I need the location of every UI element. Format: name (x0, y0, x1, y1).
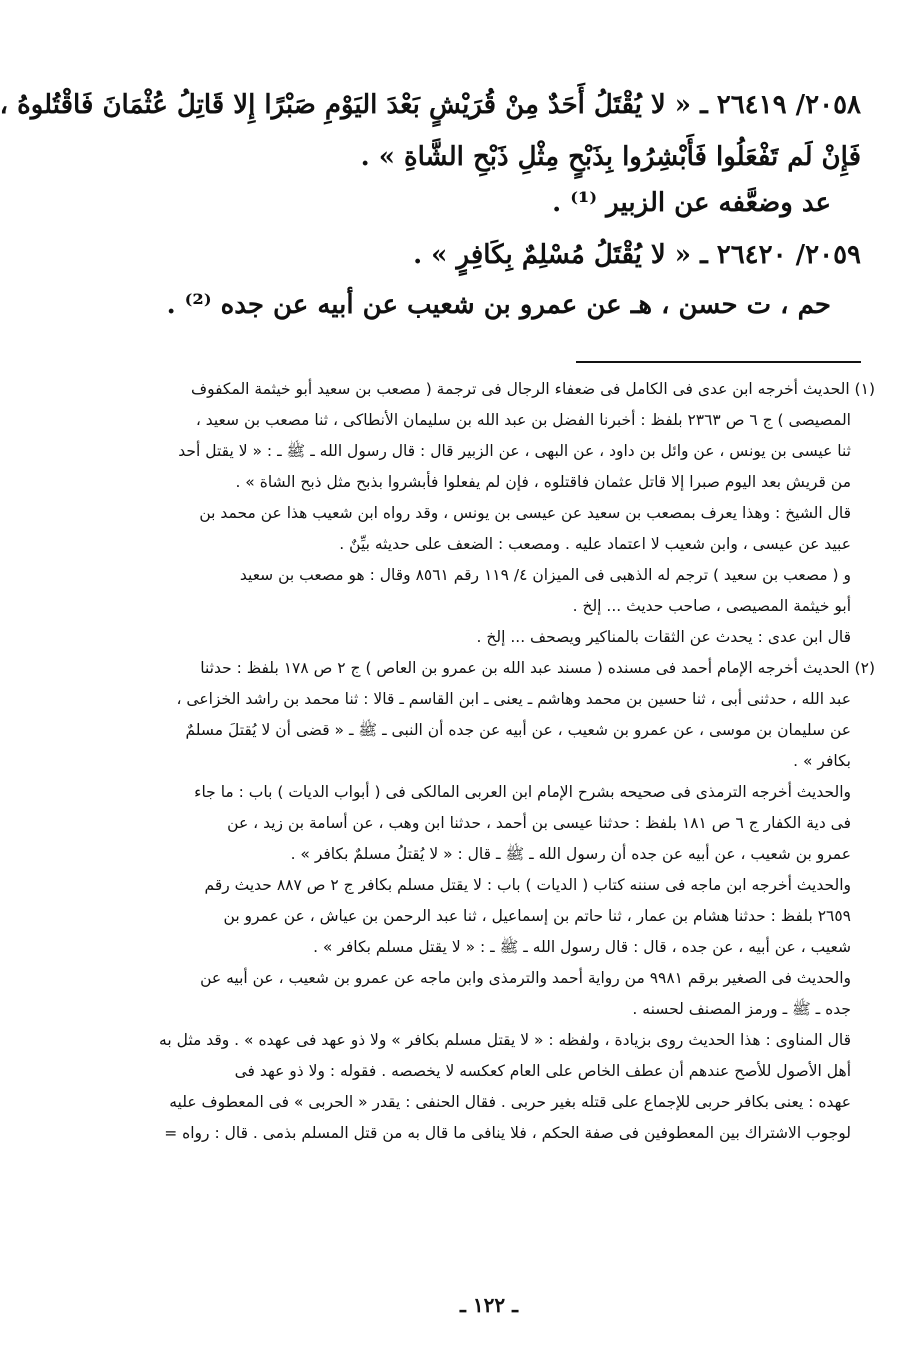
footnote-2-line: والحديث أخرجه الترمذى فى صحيحه بشرح الإمام ابن العربى المالكى فى ( أبواب الديات ) باب : ما جاء (194, 783, 851, 801)
footnote-1-line: (١) الحديث أخرجه ابن عدى فى الكامل فى ضعفاء الرجال فى ترجمة ( مصعب بن سعيد أبو خيثمة المكفوف (191, 380, 875, 398)
footnote-1-line: ثنا عيسى بن يونس ، عن وائل بن داود ، عن البهى ، عن الزبير قال : قال رسول الله ـ ﷺ ـ : « لا يقتل أحد (178, 442, 851, 460)
footnote-2-line: والحديث فى الصغير برقم ٩٩٨١ من رواية أحمد والترمذى وابن ماجه عن عمرو بن شعيب ، عن أبيه عن (200, 969, 851, 987)
footnote-2-line: فى دية الكفار ج ٦ ص ١٨١ بلفظ : حدثنا عيسى بن أحمد ، حدثنا ابن وهب ، عن أسامة بن زيد ، عن (227, 814, 851, 832)
footnote-2-line: عن سليمان بن موسى ، عن عمرو بن شعيب ، عن أبيه عن جده أن النبى ـ ﷺ ـ « قضى أن لا يُقتلَ مسلمٌ (185, 721, 851, 739)
footnote-2-line: شعيب ، عن أبيه ، عن جده ، قال : قال رسول الله ـ ﷺ ـ : « لا يقتل مسلم بكافر » . (313, 938, 851, 956)
footnote-1-line: قال الشيخ : وهذا يعرف بمصعب بن سعيد عن عيسى بن يونس ، وقد رواه ابن شعيب هذا عن محمد بن (199, 504, 851, 522)
footnote-1-line: من قريش بعد اليوم صبرا إلا قاتل عثمان فاقتلوه ، فإن لم يفعلوا فأبشروا بذبح مثل ذبح الشاة » . (235, 473, 851, 491)
footnote-1-line: قال ابن عدى : يحدث عن الثقات بالمناكير ويصحف ... إلخ . (476, 628, 851, 646)
hadith-2058-line-1: ٢٠٥٨/ ٢٦٤١٩ ـ « لا يُقْتَلُ أَحَدٌ مِنْ قُرَيْشٍ بَعْدَ اليَوْمِ صَبْرًا إِلا قَاتِلُ عُثْمَانَ فَاقْتُلوهُ ، (0, 90, 861, 120)
footnote-2-line: لوجوب الاشتراك بين المعطوفين فى صفة الحكم ، فلا ينافى ما قال به من قتل المسلم بذمى . قال : رواه = (164, 1124, 851, 1142)
footnote-1-line: عبيد عن عيسى ، وابن شعيب لا اعتماد عليه . ومصعب : الضعف على حديثه بيِّنٌ . (339, 535, 851, 553)
footnote-1-line: المصيصى ) ج ٦ ص ٢٣٦٣ بلفظ : أخبرنا الفضل بن عبد الله بن سليمان الأنطاكى ، ثنا مصعب بن سعيد ، (195, 411, 851, 429)
footnote-1-line: و ( مصعب بن سعيد ) ترجم له الذهبى فى الميزان ٤/ ١١٩ رقم ٨٥٦١ وقال : هو مصعب بن سعيد (239, 566, 851, 584)
footnote-2-line: عمرو بن شعيب ، عن أبيه عن جده أن رسول الله ـ ﷺ ـ قال : « لا يُقتلُ مسلمٌ بكافر » . (290, 845, 851, 863)
footnote-2-line: عهده : يعنى بكافر حربى للإجماع على قتله بغير حربى . فقال الحنفى : يقدر « الحربى » فى المعطوف عليه (169, 1093, 851, 1111)
footnote-divider (576, 361, 861, 363)
hadith-2058-line-2: فَإِنْ لَم تَفْعَلُوا فَأَبْشِرُوا بِذَبْحٍ مِثْلِ ذَبْحِ الشَّاةِ » . (360, 142, 861, 172)
footnote-2-line: ٢٦٥٩ بلفظ : حدثنا هشام بن عمار ، ثنا حاتم بن إسماعيل ، ثنا عبد الرحمن بن عياش ، عن عمرو بن (223, 907, 851, 925)
footnotes (99, 374, 875, 1149)
footnote-1-line: أبو خيثمة المصيصى ، صاحب حديث ... إلخ . (572, 597, 851, 615)
footnote-2-line: (٢) الحديث أخرجه الإمام أحمد فى مسنده ( مسند عبد الله بن عمرو بن العاص ) ج ٢ ص ١٧٨ بلفظ : حدثنا (200, 659, 875, 677)
hadith-2058-source: عد وضعَّفه عن الزبير ⁽¹⁾ . (552, 188, 831, 218)
footnote-2-line: قال المناوى : هذا الحديث روى بزيادة ، ولفظه : « لا يقتل مسلم بكافر » ولا ذو عهد فى عهده » . وقد مثل به (159, 1031, 851, 1049)
footnote-2-line: أهل الأصول للأصح عندهم أن عطف الخاص على العام كعكسه لا يخصصه . فقوله : ولا ذو عهد فى (234, 1062, 851, 1080)
footnote-2-line: جده ـ ﷺ ـ ورمز المصنف لحسنه . (632, 1000, 851, 1018)
hadith-2059-source: حم ، ت حسن ، هـ عن عمرو بن شعيب عن أبيه عن جده ⁽²⁾ . (166, 290, 831, 320)
footnote-2-line: عبد الله ، حدثنى أبى ، ثنا حسين بن محمد وهاشم ـ يعنى ـ ابن القاسم ـ قالا : ثنا محمد بن راشد الخزاعى ، (176, 690, 851, 708)
hadith-main-text (0, 86, 861, 332)
page-number: ـ ١٢٢ ـ (460, 1293, 518, 1317)
footnote-2-line: بكافر » . (793, 752, 851, 770)
footnote-2-line: والحديث أخرجه ابن ماجه فى سننه كتاب ( الديات ) باب : لا يقتل مسلم بكافر ج ٢ ص ٨٨٧ حديث رقم (204, 876, 851, 894)
hadith-2059-text: ٢٠٥٩/ ٢٦٤٢٠ ـ « لا يُقْتَلُ مُسْلِمٌ بِكَافِرٍ » . (413, 240, 861, 270)
